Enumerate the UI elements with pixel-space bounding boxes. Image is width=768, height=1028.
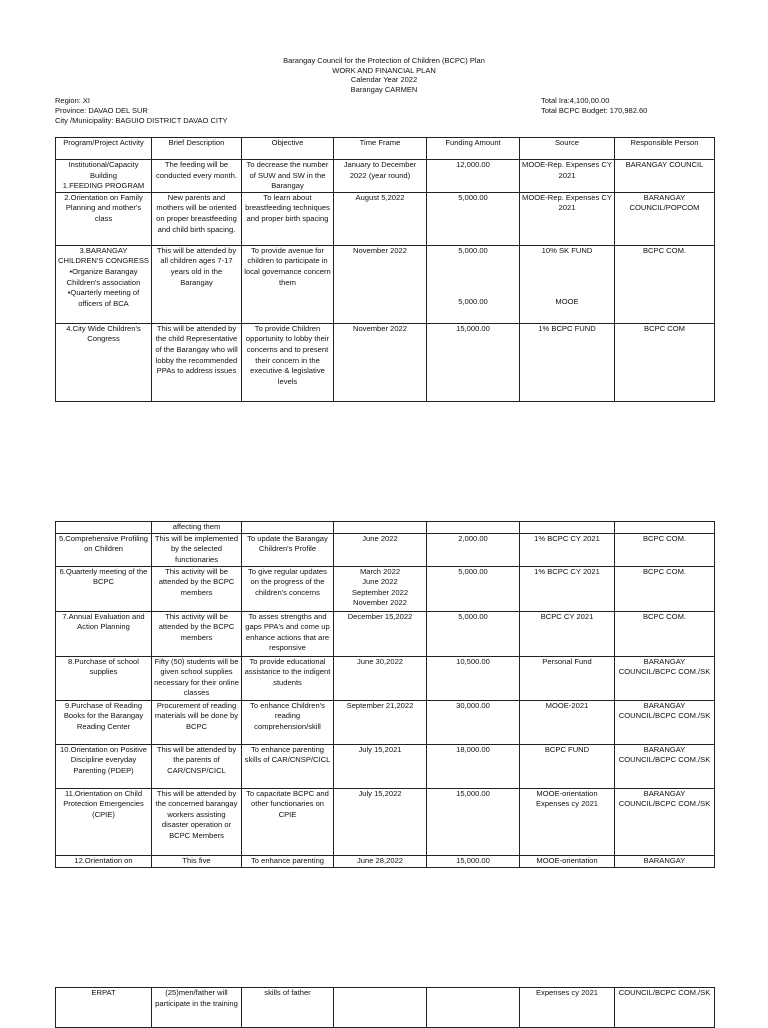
source-primary: 10% SK FUND (541, 245, 593, 255)
cell-time-frame (334, 988, 427, 1028)
cell-description: This activity will be attended by the BCPC members (152, 611, 242, 656)
cell-person: BARANGAY COUNCIL/BCPC COM./SK (615, 744, 715, 788)
cell-program: 11.Orientation on Child Protection Emergencies (CPIE) (56, 788, 152, 855)
header-funding-amount: Funding Amount (427, 138, 520, 160)
cell-program: 2.Orientation on Family Planning and mother's class (56, 192, 152, 245)
cell-source: MOOE-2021 (520, 700, 615, 744)
cell-time-frame: June 30,2022 (334, 656, 427, 700)
amount-primary: 5,000.00 (458, 245, 488, 255)
table-row (56, 788, 715, 855)
cell-amount (427, 245, 520, 323)
table-row (56, 245, 715, 323)
cell-objective: To provide avenue for children to participate in local governance concern them (242, 245, 334, 323)
city-label: City /Municipality: BAGUIO DISTRICT DAVAO CITY (55, 116, 228, 125)
cell-person: BARANGAY (615, 855, 715, 867)
cell-person: BCPC COM. (615, 566, 715, 611)
cell-source: MOOE-orientation (520, 855, 615, 867)
province-label: Province: DAVAO DEL SUR (55, 106, 148, 115)
table-row (56, 700, 715, 744)
cell-description: The feeding will be conducted every month. (152, 160, 242, 193)
cell-time-frame: July 15,2022 (334, 788, 427, 855)
cell-source: Expenses cy 2021 (520, 988, 615, 1028)
cell-source: BCPC CY 2021 (520, 611, 615, 656)
cell-amount: 10,500.00 (427, 656, 520, 700)
cell-description: This activity will be attended by the BCPC members (152, 566, 242, 611)
cell-person: BARANGAY COUNCIL/BCPC COM./SK (615, 700, 715, 744)
cell-time-frame: March 2022 June 2022 September 2022 November 2022 (334, 566, 427, 611)
cell-source: 1% BCPC CY 2021 (520, 566, 615, 611)
table-row (56, 988, 715, 1028)
cell-objective: To provide Children opportunity to lobby their concerns and to present their concern in the executive & legislative levels (242, 323, 334, 401)
cell-source (520, 245, 615, 323)
cell-source: Personal Fund (520, 656, 615, 700)
table-row-continued (56, 522, 715, 534)
cell-program: Institutional/Capacity Building 1.FEEDING PROGRAM (56, 160, 152, 193)
total-ira: Total Ira:4,100,00.00 (541, 96, 610, 105)
cell-objective: To provide educational assistance to the indigent students (242, 656, 334, 700)
cell-person: BCPC COM (615, 323, 715, 401)
cell-objective: To enhance parenting skills of CAR/CNSP/CICL (242, 744, 334, 788)
cell-description: New parents and mothers will be oriented on proper breastfeeding and child birth spacing. (152, 192, 242, 245)
cell-program: 6.Quarterly meeting of the BCPC (56, 566, 152, 611)
table-row (56, 192, 715, 245)
cell-empty (56, 522, 152, 534)
cell-description: Procurement of reading materials will be done by BCPC (152, 700, 242, 744)
plan-table-page-1 (55, 137, 715, 402)
cell-description: (25)men/father will participate in the training (152, 988, 242, 1028)
cell-empty (427, 522, 520, 534)
cell-objective: To give regular updates on the progress of the children's concerns (242, 566, 334, 611)
header-objective: Objective (242, 138, 334, 160)
cell-objective: To asses strengths and gaps PPA's and come up enhance actions that are responsive (242, 611, 334, 656)
cell-time-frame: June 2022 (334, 533, 427, 566)
region-label: Region: XI (55, 96, 91, 105)
cell-source: MOOE-Rep. Expenses CY 2021 (520, 160, 615, 193)
total-bcpc-budget: Total BCPC Budget: 170,982.60 (541, 106, 648, 115)
cell-empty (615, 522, 715, 534)
cell-source: BCPC FUND (520, 744, 615, 788)
title-line-3: Calendar Year 2022 (350, 75, 418, 84)
cell-objective: To capacitate BCPC and other functionaries on CPIE (242, 788, 334, 855)
cell-time-frame: June 28,2022 (334, 855, 427, 867)
cell-description: This will be attended by the concerned barangay workers assisting disaster operation or BCPC Members (152, 788, 242, 855)
cell-program: 4.City Wide Children's Congress (56, 323, 152, 401)
header-responsible-person: Responsible Person (615, 138, 715, 160)
budget-info (541, 96, 647, 116)
cell-amount: 12,000.00 (427, 160, 520, 193)
table-row (56, 323, 715, 401)
cell-empty (334, 522, 427, 534)
cell-description: affecting them (152, 522, 242, 534)
cell-program: 12.Orientation on (56, 855, 152, 867)
cell-program: 3.BARANGAY CHILDREN'S CONGRESS •Organize Barangay Children's association •Quarterly meeting of officers of BCA (56, 245, 152, 323)
cell-person: BCPC COM. (615, 611, 715, 656)
cell-time-frame: August 5,2022 (334, 192, 427, 245)
cell-time-frame: November 2022 (334, 323, 427, 401)
cell-time-frame: November 2022 (334, 245, 427, 323)
table-row (56, 611, 715, 656)
cell-objective: To enhance Children's reading comprehension/skill (242, 700, 334, 744)
cell-program: ERPAT (56, 988, 152, 1028)
cell-amount: 18,000.00 (427, 744, 520, 788)
amount-secondary: 5,000.00 (458, 297, 488, 307)
cell-person: COUNCIL/BCPC COM./SK (615, 988, 715, 1028)
cell-time-frame: September 21,2022 (334, 700, 427, 744)
cell-amount: 15,000.00 (427, 788, 520, 855)
cell-objective: To decrease the number of SUW and SW in the Barangay (242, 160, 334, 193)
cell-person: BCPC COM. (615, 533, 715, 566)
cell-description: This five (152, 855, 242, 867)
table-row (56, 656, 715, 700)
table-row (56, 744, 715, 788)
cell-empty (520, 522, 615, 534)
cell-person: BARANGAY COUNCIL (615, 160, 715, 193)
cell-program: 9.Purchase of Reading Books for the Barangay Reading Center (56, 700, 152, 744)
document-title (0, 56, 768, 94)
table-row (56, 160, 715, 193)
cell-amount: 5,000.00 (427, 192, 520, 245)
cell-source: 1% BCPC CY 2021 (520, 533, 615, 566)
cell-amount: 2,000.00 (427, 533, 520, 566)
cell-time-frame: January to December 2022 (year round) (334, 160, 427, 193)
title-line-4: Barangay CARMEN (350, 84, 418, 94)
cell-amount (427, 988, 520, 1028)
header-source: Source (520, 138, 615, 160)
header-time-frame: Time Frame (334, 138, 427, 160)
cell-description: This will be implemented by the selected functionaries (152, 533, 242, 566)
table-row (56, 566, 715, 611)
header-program: Program/Project Activity (56, 138, 152, 160)
cell-time-frame: December 15,2022 (334, 611, 427, 656)
cell-empty (242, 522, 334, 534)
cell-program: 8.Purchase of school supplies (56, 656, 152, 700)
cell-source: MOOE-Rep. Expenses CY 2021 (520, 192, 615, 245)
cell-amount: 5,000.00 (427, 611, 520, 656)
cell-description: This will be attended by all children ages 7-17 years old in the Barangay (152, 245, 242, 323)
header-description: Brief Description (152, 138, 242, 160)
cell-description: This will be attended by the parents of CAR/CNSP/CICL (152, 744, 242, 788)
cell-person: BARANGAY COUNCIL/BCPC COM./SK (615, 788, 715, 855)
cell-amount: 15,000.00 (427, 323, 520, 401)
cell-time-frame: July 15,2021 (334, 744, 427, 788)
cell-program: 10.Orientation on Positive Discipline everyday Parenting (PDEP) (56, 744, 152, 788)
cell-objective: To enhance parenting (242, 855, 334, 867)
location-info (55, 96, 228, 126)
plan-table-page-2 (55, 521, 715, 868)
cell-program: 5.Comprehensive Profiling on Children (56, 533, 152, 566)
cell-amount: 5,000.00 (427, 566, 520, 611)
cell-program: 7.Annual Evaluation and Action Planning (56, 611, 152, 656)
cell-person: BARANGAY COUNCIL/POPCOM (615, 192, 715, 245)
cell-amount: 15,000.00 (427, 855, 520, 867)
cell-person: BCPC COM. (615, 245, 715, 323)
table-header-row (56, 138, 715, 160)
title-line-1: Barangay Council for the Protection of Children (BCPC) Plan (283, 56, 485, 65)
cell-objective: To update the Barangay Children's Profile (242, 533, 334, 566)
cell-source: 1% BCPC FUND (520, 323, 615, 401)
plan-table-page-3 (55, 987, 715, 1028)
cell-source: MOOE-orientation Expenses cy 2021 (520, 788, 615, 855)
source-secondary: MOOE (555, 297, 579, 307)
table-row (56, 533, 715, 566)
title-line-2: WORK AND FINANCIAL PLAN (332, 65, 436, 75)
cell-objective: To learn about breastfeeding techniques and proper birth spacing (242, 192, 334, 245)
cell-description: This will be attended by the child Representative of the Barangay who will lobby the recommended PPAs to address issues (152, 323, 242, 401)
cell-person: BARANGAY COUNCIL/BCPC COM./SK (615, 656, 715, 700)
table-row (56, 855, 715, 867)
cell-objective: skills of father (242, 988, 334, 1028)
cell-description: Fifty (50) students will be given school supplies necessary for their online classes (152, 656, 242, 700)
cell-amount: 30,000.00 (427, 700, 520, 744)
